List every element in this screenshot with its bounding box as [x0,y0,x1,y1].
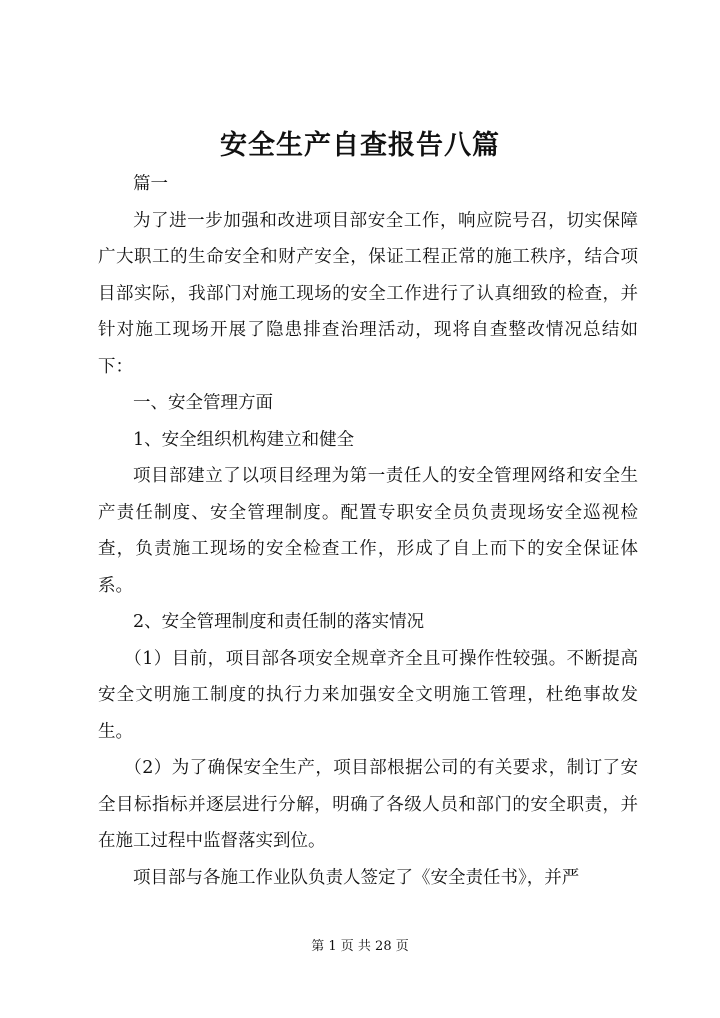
paragraph: 为了进一步加强和改进项目部安全工作，响应院号召，切实保障广大职工的生命安全和财产安全，保证工程正常的施工秩序，结合项目部实际，我部门对施工现场的安全工作进行了认真细致的检查，并针对施工现场开展了隐患排查治理活动，现将自查整改情况总结如下： [98,210,638,377]
section-heading: 篇一 [133,174,168,194]
subsection-heading: 1、安全组织机构建立和健全 [133,429,355,450]
paragraph: （2）为了确保安全生产，项目部根据公司的有关要求，制订了安全目标指标并逐层进行分解，明确了各级人员和部门的安全职责，并在施工过程中监督落实到位。 [98,758,638,851]
paragraph: 项目部建立了以项目经理为第一责任人的安全管理网络和安全生产责任制度、安全管理制度。配置专职安全员负责现场安全巡视检查，负责施工现场的安全检查工作，形成了自上而下的安全保证体系。 [98,466,638,596]
page-number-footer: 第 1 页 共 28 页 [311,939,409,954]
paragraph: （1）目前，项目部各项安全规章齐全且可操作性较强。不断提高安全文明施工制度的执行力来加强安全文明施工管理，杜绝事故发生。 [98,648,638,742]
section-heading: 一、安全管理方面 [133,393,273,413]
document-title: 安全生产自查报告八篇 [220,130,500,161]
paragraph: 项目部与各施工作业队负责人签定了《安全责任书》，并严 [133,867,580,888]
subsection-heading: 2、安全管理制度和责任制的落实情况 [133,612,425,632]
document-body [98,166,638,896]
